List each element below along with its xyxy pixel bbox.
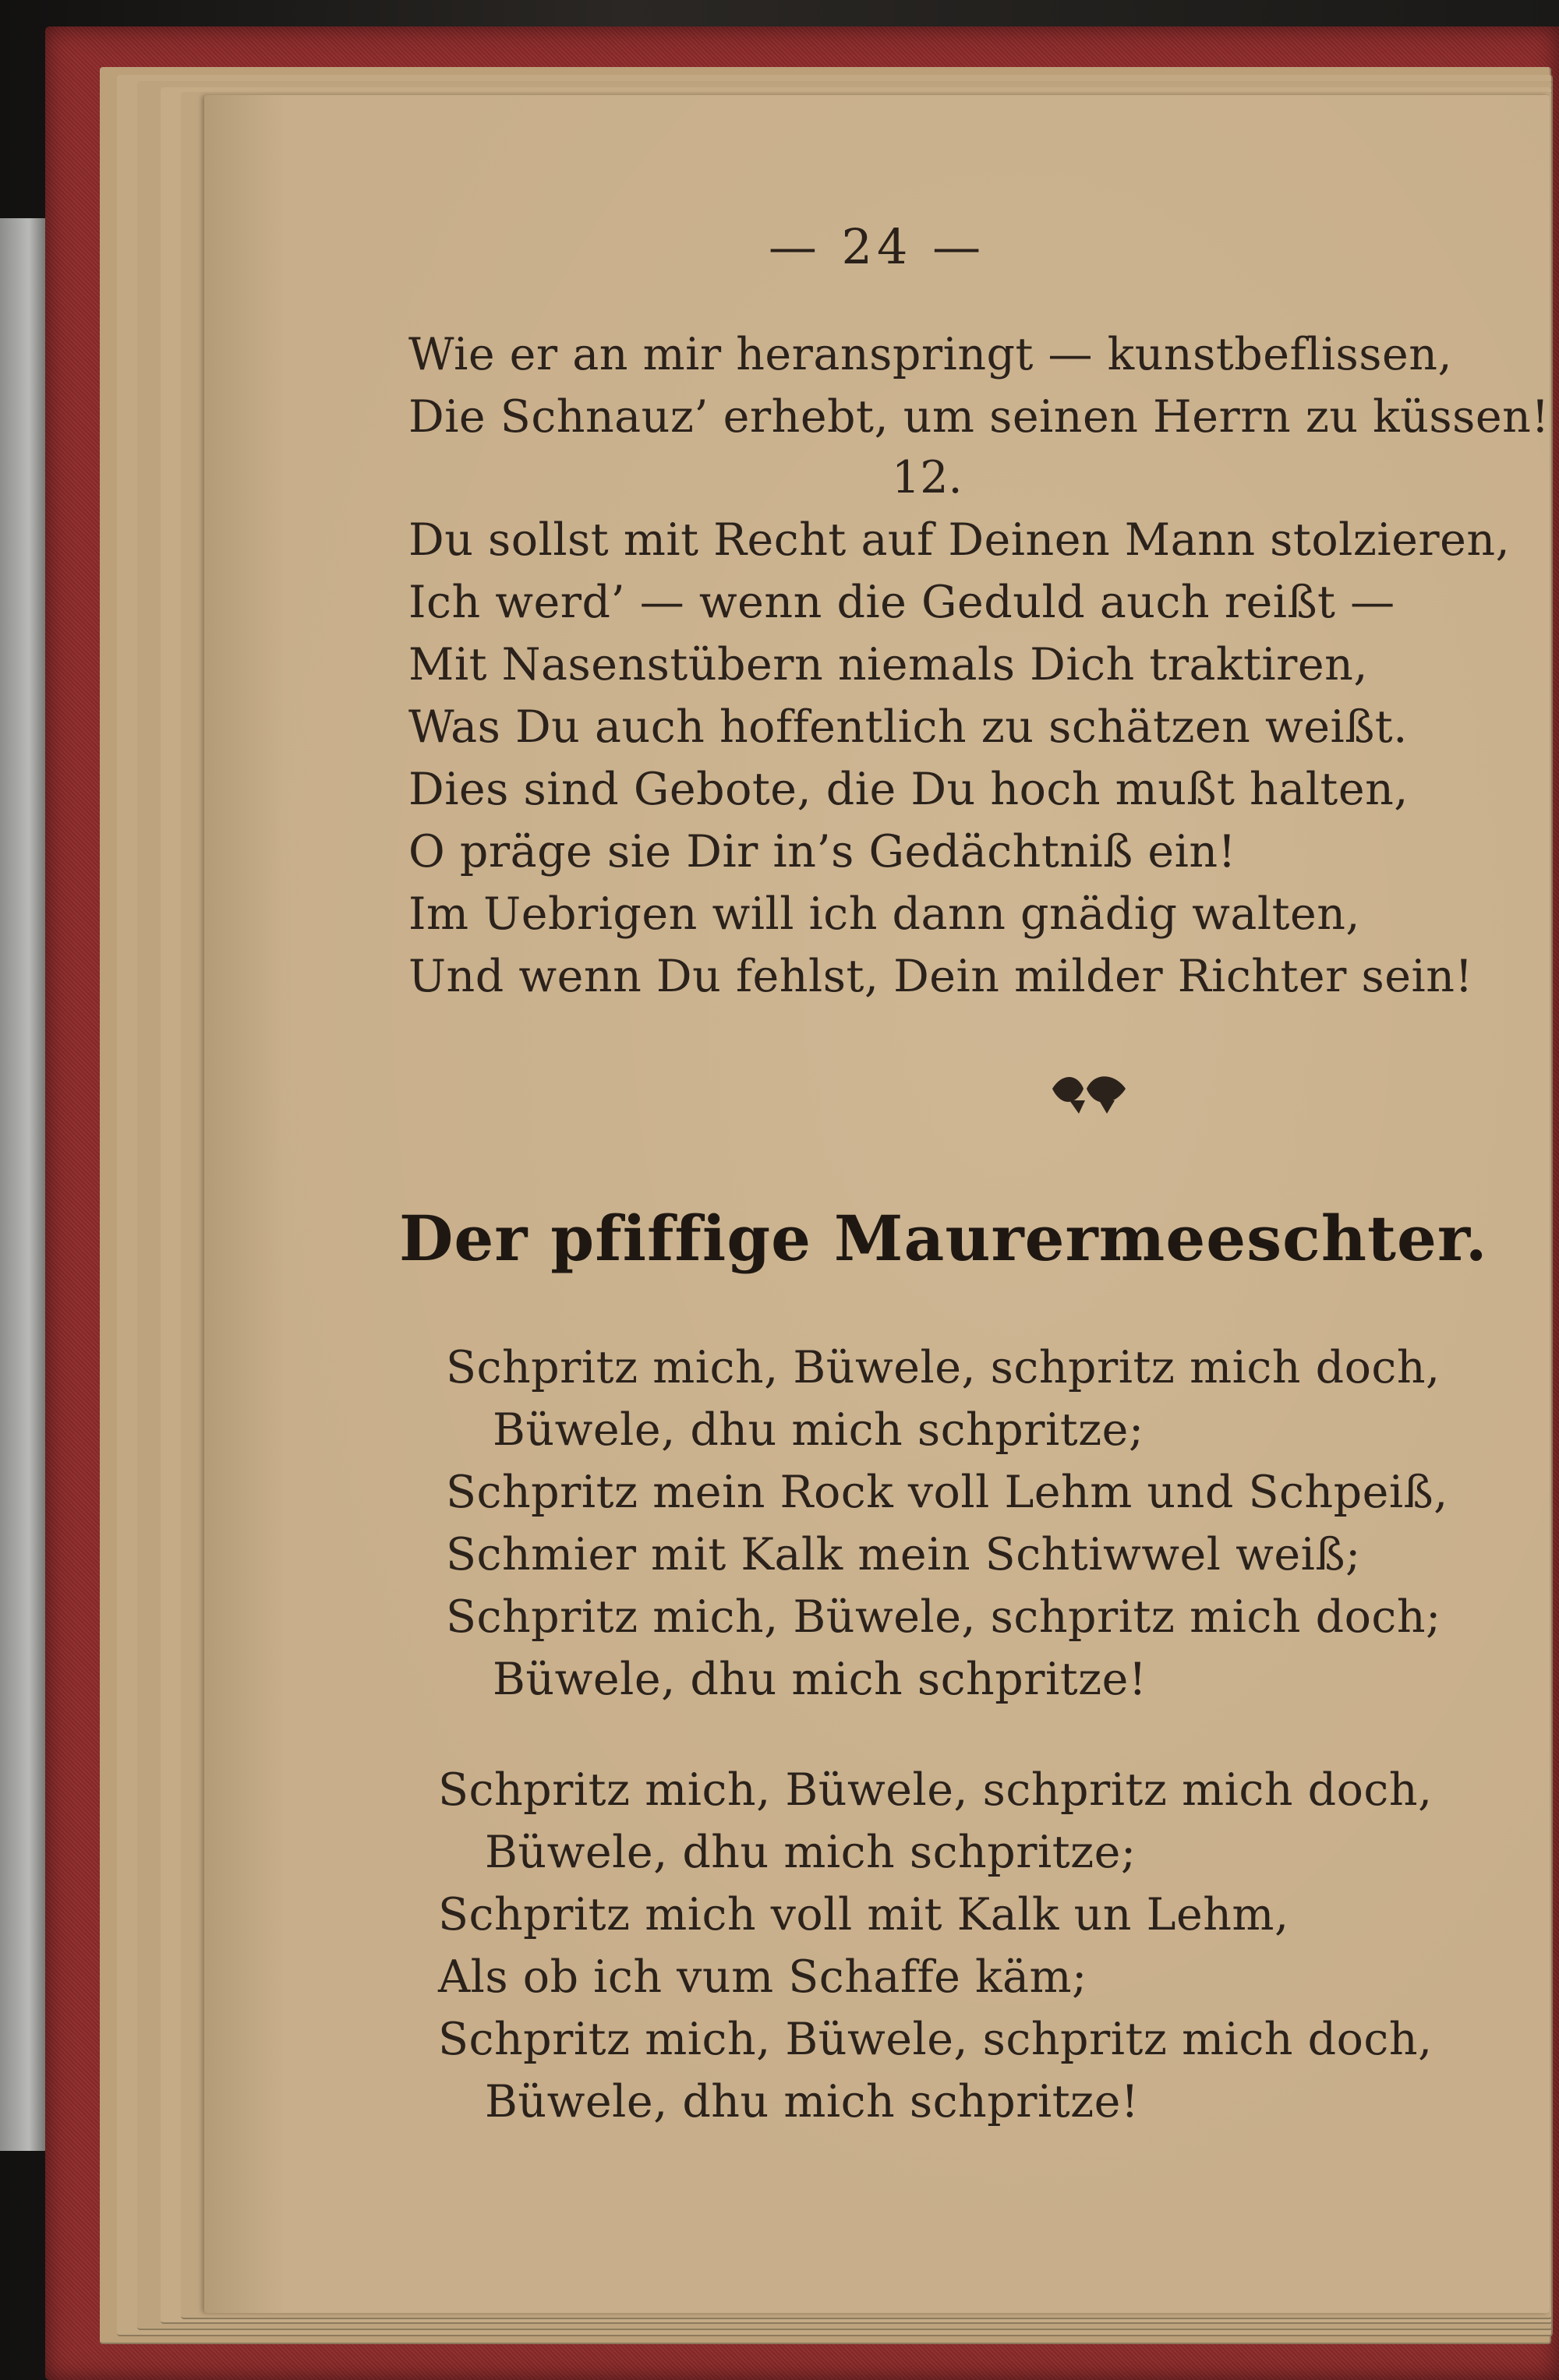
verse-line: Büwele, dhu mich schpritze; (493, 1404, 1144, 1456)
verse-line: Dies sind Gebote, die Du hoch mußt halten, (408, 764, 1409, 815)
verse-line: Im Uebrigen will ich dann gnädig walten, (408, 888, 1361, 940)
verse-line: Du sollst mit Recht auf Deinen Mann stolzieren, (408, 514, 1511, 566)
verse-line: Büwele, dhu mich schpritze! (485, 2076, 1140, 2128)
stanza-number: 12. (892, 452, 963, 503)
verse-line: Ich werd’ — wenn die Geduld auch reißt — (408, 577, 1395, 628)
verse-line: O präge sie Dir in’s Gedächtniß ein! (408, 826, 1236, 877)
verse-line: Die Schnauz’ erhebt, um seinen Herrn zu küssen! (408, 391, 1550, 443)
verse-line: Büwele, dhu mich schpritze; (485, 1827, 1137, 1878)
poem-title: Der pfiffige Maurermeeschter. (399, 1202, 1488, 1275)
verse-line: Was Du auch hoffentlich zu schätzen weißt. (408, 701, 1408, 753)
verse-line: Schpritz mich, Büwele, schpritz mich doch; (446, 1591, 1441, 1643)
background-object (0, 218, 48, 2151)
page-number: — 24 — (768, 218, 986, 275)
book-page (204, 95, 1550, 2313)
verse-line: Als ob ich vum Schaffe käm; (438, 1951, 1087, 2003)
verse-line: Schpritz mich voll mit Kalk un Lehm, (438, 1889, 1289, 1940)
verse-line: Und wenn Du fehlst, Dein milder Richter sein! (408, 951, 1473, 1002)
verse-line: Schpritz mein Rock voll Lehm und Schpeiß, (446, 1467, 1448, 1518)
verse-line: Wie er an mir heranspringt — kunstbeflissen, (408, 329, 1453, 380)
verse-line: Schpritz mich, Büwele, schpritz mich doch, (446, 1342, 1441, 1393)
verse-line: Schmier mit Kalk mein Schtiwwel weiß; (446, 1529, 1361, 1580)
verse-line: Schpritz mich, Büwele, schpritz mich doch, (438, 2014, 1433, 2065)
verse-line: Büwele, dhu mich schpritze! (493, 1654, 1147, 1705)
verse-line: Schpritz mich, Büwele, schpritz mich doch, (438, 1764, 1433, 1816)
verse-line: Mit Nasenstübern niemals Dich traktiren, (408, 639, 1368, 690)
fleuron-ornament-icon (1046, 1065, 1132, 1120)
